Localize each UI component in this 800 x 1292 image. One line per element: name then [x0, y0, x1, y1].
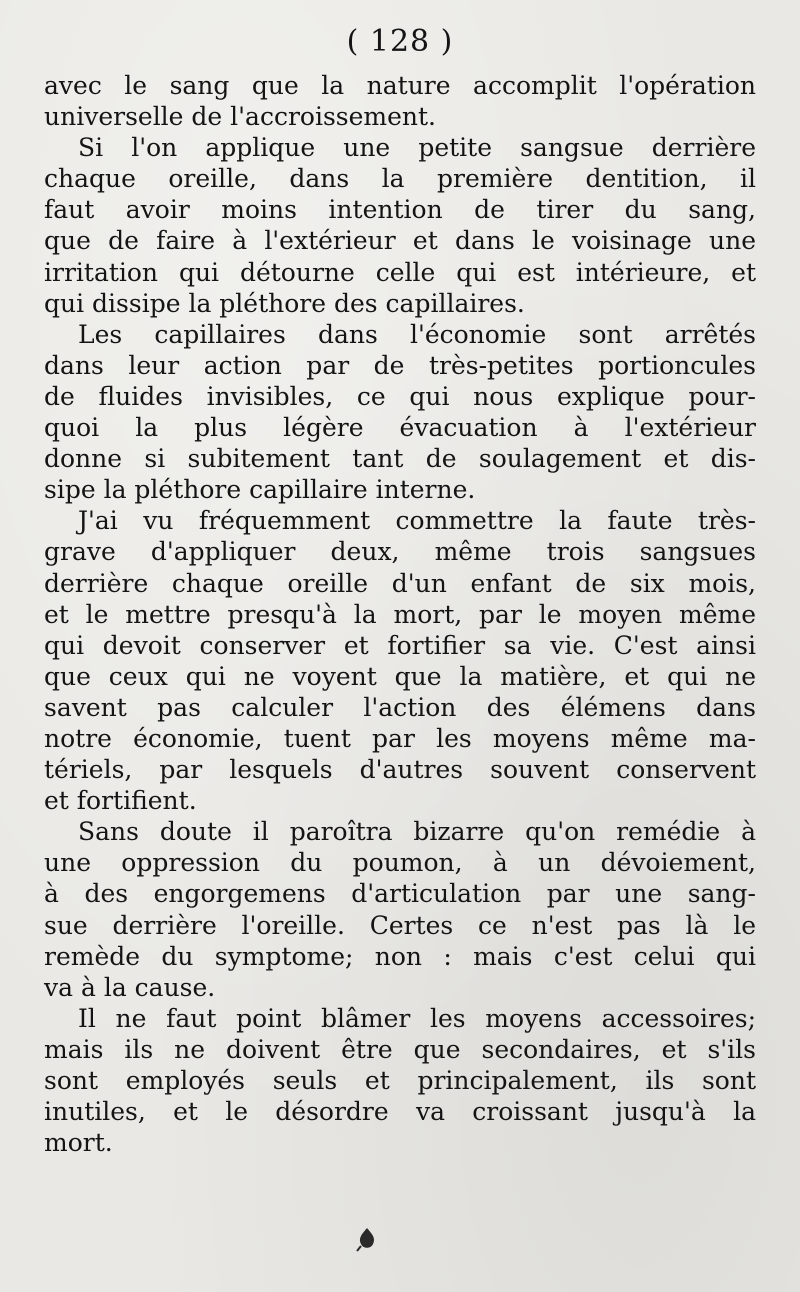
text-line: mais ils ne doivent être que secondaires, et s'ils — [44, 1034, 756, 1064]
text-line: de fluides invisibles, ce qui nous explique pour- — [44, 381, 756, 411]
text-line: inutiles, et le désordre va croissant jusqu'à la — [44, 1097, 756, 1127]
text-line: et fortifient. — [44, 786, 197, 816]
text-line: une oppression du poumon, à un dévoiement, — [44, 848, 756, 878]
text-line: remède du symptome; non : mais c'est celui qui — [44, 941, 756, 971]
text-line: va à la cause. — [44, 972, 216, 1002]
text-line: qui dissipe la pléthore des capillaires. — [44, 288, 525, 318]
text-line: tériels, par lesquels d'autres souvent conservent — [44, 755, 756, 785]
text-line: grave d'appliquer deux, même trois sangsues — [44, 537, 756, 567]
text-line: donne si subitement tant de soulagement et dis- — [44, 444, 756, 474]
text-line: Sans doute il paroîtra bizarre qu'on remédie à — [78, 817, 756, 847]
text-line: Les capillaires dans l'économie sont arrêtés — [78, 319, 756, 349]
text-line: savent pas calculer l'action des élémens dans — [44, 692, 756, 722]
text-line: avec le sang que la nature accomplit l'opération — [44, 71, 756, 100]
text-line: universelle de l'accroissement. — [44, 102, 436, 132]
text-line: dans leur action par de très-petites portioncules — [44, 350, 756, 380]
page-number: ( 128 ) — [346, 24, 454, 59]
text-line: sipe la pléthore capillaire interne. — [44, 475, 476, 505]
text-line: qui devoit conserver et fortifier sa vie. C'est ainsi — [44, 630, 756, 660]
text-line: à des engorgemens d'articulation par une sang- — [44, 879, 756, 909]
text-line: Si l'on applique une petite sangsue derrière — [78, 133, 756, 163]
text-line: sont employés seuls et principalement, ils sont — [44, 1066, 756, 1095]
text-line: notre économie, tuent par les moyens même ma- — [44, 723, 756, 753]
text-line: faut avoir moins intention de tirer du sang, — [44, 195, 756, 225]
text-line: que ceux qui ne voyent que la matière, et qui ne — [44, 661, 756, 691]
text-line: que de faire à l'extérieur et dans le voisinage une — [44, 226, 756, 256]
text-line: mort. — [44, 1128, 113, 1158]
text-line: J'ai vu fréquemment commettre la faute très- — [78, 506, 756, 536]
text-line: et le mettre presqu'à la mort, par le moyen même — [44, 599, 756, 629]
text-line: irritation qui détourne celle qui est intérieure, et — [44, 257, 756, 287]
text-line: derrière chaque oreille d'un enfant de six mois, — [44, 568, 756, 598]
text-line: chaque oreille, dans la première dentition, il — [44, 164, 756, 194]
text-line: sue derrière l'oreille. Certes ce n'est pas là le — [44, 910, 756, 940]
ornament-mark — [352, 1224, 382, 1254]
text-line: Il ne faut point blâmer les moyens accessoires; — [78, 1003, 756, 1033]
text-line: quoi la plus légère évacuation à l'extérieur — [44, 413, 756, 443]
body-text — [44, 70, 756, 1158]
